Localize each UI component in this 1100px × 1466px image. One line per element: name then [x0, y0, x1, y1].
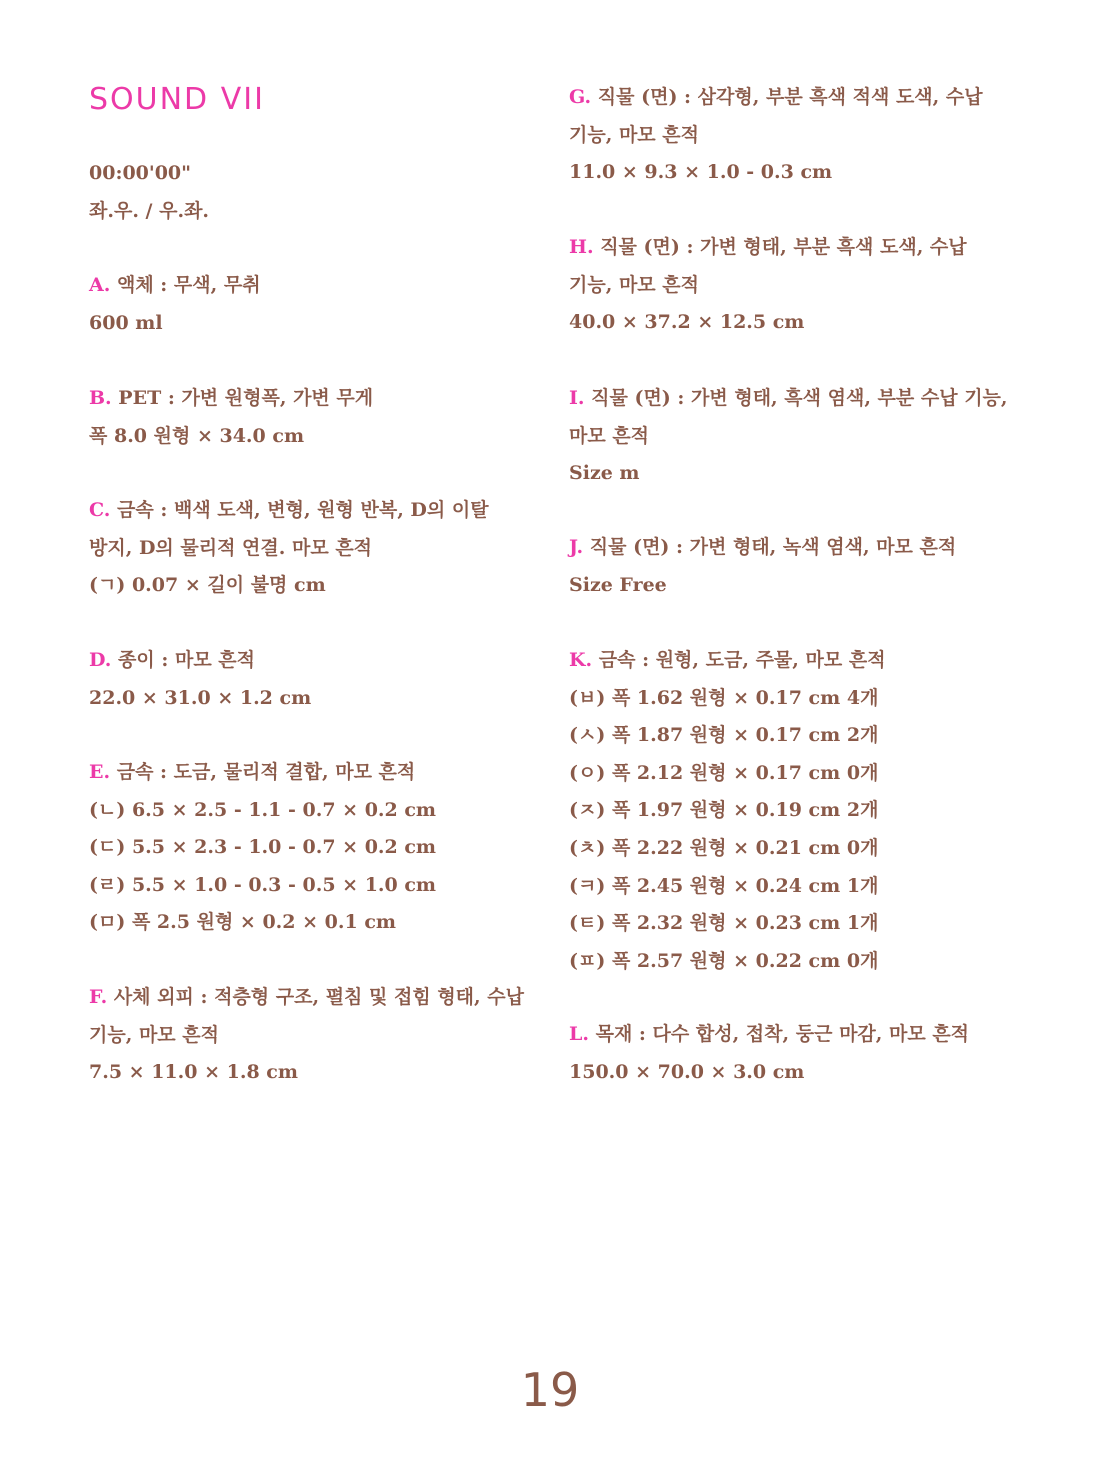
- entry-line: 마모 흔적: [569, 424, 650, 447]
- entry-heading: [569, 1016, 1014, 1054]
- entry-heading-text: 사체 외피 : 적층형 구조, 펼침 및 접힘 형태, 수납: [107, 986, 524, 1008]
- entry-line: 150.0 × 70.0 × 3.0 cm: [569, 1060, 805, 1083]
- entry-heading: [569, 642, 1014, 680]
- entry-letter: G.: [569, 86, 592, 108]
- entry-line: (ㅍ) 폭 2.57 원형 × 0.22 cm 0개: [569, 949, 879, 972]
- entry-line: 기능, 마모 흔적: [89, 1023, 219, 1046]
- entry-heading-text: 금속 : 백색 도색, 변형, 원형 반복, D의 이탈: [110, 499, 489, 521]
- entry-line: (ㄷ) 5.5 × 2.3 - 1.0 - 0.7 × 0.2 cm: [89, 836, 437, 859]
- page-title: SOUND VII: [89, 82, 265, 117]
- entry-line: 40.0 × 37.2 × 12.5 cm: [569, 311, 805, 334]
- entry-f: [89, 979, 544, 1092]
- entry-line: (ㄹ) 5.5 × 1.0 - 0.3 - 0.5 × 1.0 cm: [89, 873, 437, 896]
- entry-letter: F.: [89, 986, 108, 1008]
- entry-heading-text: 금속 : 원형, 도금, 주물, 마모 흔적: [592, 649, 886, 671]
- entry-letter: J.: [569, 536, 584, 558]
- entry-heading: [89, 754, 544, 792]
- entry-line: Size Free: [569, 573, 667, 596]
- entry-letter: I.: [569, 387, 585, 409]
- entry-heading: [569, 380, 1014, 418]
- entry-letter: B.: [89, 387, 112, 409]
- entry-line: (ㅇ) 폭 2.12 원형 × 0.17 cm 0개: [569, 761, 879, 784]
- page-number: 19: [520, 1363, 580, 1417]
- entry-heading-text: 직물 (면) : 삼각형, 부분 흑색 적색 도색, 수납: [591, 86, 983, 108]
- entry-letter: E.: [89, 761, 111, 783]
- entry-line: (ㅋ) 폭 2.45 원형 × 0.24 cm 1개: [569, 874, 879, 897]
- entry-c: [89, 492, 544, 605]
- entry-letter: C.: [89, 499, 111, 521]
- entry-letter: A.: [89, 274, 111, 296]
- entry-letter: D.: [89, 649, 112, 671]
- entry-heading-text: PET : 가변 원형폭, 가변 무게: [111, 387, 374, 409]
- entry-k: [569, 642, 1014, 980]
- entry-line: 11.0 × 9.3 × 1.0 - 0.3 cm: [569, 161, 833, 184]
- entry-line: 폭 8.0 원형 × 34.0 cm: [89, 424, 305, 447]
- entry-b: [89, 380, 544, 455]
- entry-line: 22.0 × 31.0 × 1.2 cm: [89, 686, 312, 709]
- intro-block: [89, 155, 544, 230]
- entry-h: [569, 229, 1014, 342]
- entry-heading: [569, 229, 1014, 267]
- entry-heading-text: 직물 (면) : 가변 형태, 부분 흑색 도색, 수납: [593, 236, 967, 258]
- entry-line: (ㄱ) 0.07 × 길이 불명 cm: [89, 574, 326, 597]
- entry-heading-text: 액체 : 무색, 무취: [110, 274, 261, 296]
- entry-line: 방지, D의 물리적 연결. 마모 흔적: [89, 536, 373, 559]
- entry-line: (ㅂ) 폭 1.62 원형 × 0.17 cm 4개: [569, 686, 879, 709]
- direction-text: 좌.우. / 우.좌.: [89, 199, 210, 222]
- duration-text: 00:00'00": [89, 162, 192, 184]
- entry-line: (ㅁ) 폭 2.5 원형 × 0.2 × 0.1 cm: [89, 911, 396, 934]
- entry-line: 7.5 × 11.0 × 1.8 cm: [89, 1061, 298, 1084]
- entry-line: 기능, 마모 흔적: [569, 123, 699, 146]
- entry-heading-text: 금속 : 도금, 물리적 결합, 마모 흔적: [110, 761, 416, 783]
- entry-line: (ㅌ) 폭 2.32 원형 × 0.23 cm 1개: [569, 912, 879, 935]
- entry-heading-text: 직물 (면) : 가변 형태, 흑색 염색, 부분 수납 기능,: [584, 387, 1008, 409]
- entry-line: (ㄴ) 6.5 × 2.5 - 1.1 - 0.7 × 0.2 cm: [89, 798, 437, 821]
- entry-letter: K.: [569, 649, 593, 671]
- entry-j: [569, 529, 1014, 604]
- entry-heading: [89, 380, 544, 418]
- entry-line: (ㅅ) 폭 1.87 원형 × 0.17 cm 2개: [569, 724, 879, 747]
- entry-g: [569, 79, 1014, 192]
- entry-letter: H.: [569, 236, 594, 258]
- entry-heading: [89, 492, 544, 530]
- entry-a: [89, 267, 544, 342]
- entry-line: 기능, 마모 흔적: [569, 273, 699, 296]
- entry-heading-text: 목재 : 다수 합성, 접착, 둥근 마감, 마모 흔적: [588, 1023, 970, 1045]
- entry-heading-text: 종이 : 마모 흔적: [111, 649, 256, 671]
- entry-letter: L.: [569, 1023, 589, 1045]
- entry-heading-text: 직물 (면) : 가변 형태, 녹색 염색, 마모 흔적: [583, 536, 957, 558]
- entry-heading: [89, 979, 544, 1017]
- entry-line: 600 ml: [89, 311, 163, 334]
- entry-heading: [89, 642, 544, 680]
- entry-line: (ㅈ) 폭 1.97 원형 × 0.19 cm 2개: [569, 799, 879, 822]
- entry-d: [89, 642, 544, 717]
- entry-e: [89, 754, 544, 942]
- entry-heading: [569, 79, 1014, 117]
- entry-i: [569, 380, 1014, 493]
- entry-heading: [89, 267, 544, 305]
- entry-l: [569, 1016, 1014, 1091]
- entry-line: Size m: [569, 462, 640, 485]
- entry-line: (ㅊ) 폭 2.22 원형 × 0.21 cm 0개: [569, 836, 879, 859]
- entry-heading: [569, 529, 1014, 567]
